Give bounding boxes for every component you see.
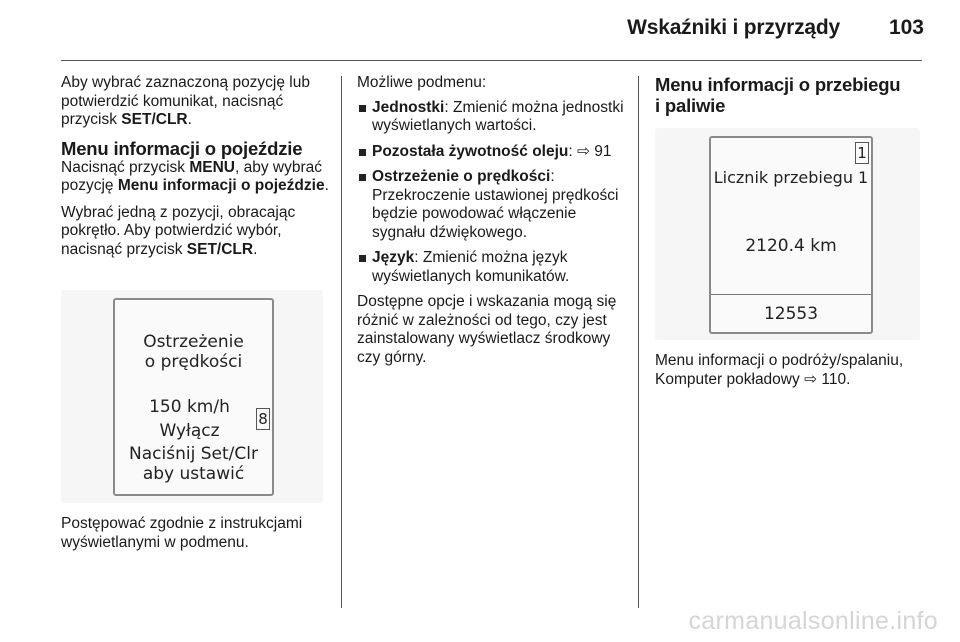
column-2 [357,74,633,375]
page-title: Wskaźniki i przyrządy [627,16,840,39]
figure-caption-3: Menu informacji o podróży/spalaniu, Komputer pokładowy ⇨ 110. [655,352,904,388]
screen-title: Ostrzeżenie o prędkości [143,332,244,372]
bullet-icon [359,255,366,262]
set-clr-button-label: SET/CLR [186,240,254,258]
screen-hint: Naciśnij Set/Clr aby ustawić [129,444,258,484]
speed-state: Wyłącz [159,421,220,441]
menu-item-label: Menu informacji o pojeździe [117,177,325,194]
intro-paragraph: Aby wybrać zaznaczoną pozycję lub potwierdzić komunikat, nacisnąć przycisk SET/CLR. [61,74,310,128]
speed-warning-figure [61,290,323,503]
page-indicator-badge: 8 [256,408,270,430]
column-divider-1 [341,76,342,608]
figure-caption-1: Postępować zgodnie z instrukcjami wyświetlanymi w podmenu. [61,515,303,551]
trip-distance: 2120.4 km [745,236,837,256]
trip-info-figure [655,128,920,340]
speed-warning-screen [113,298,274,496]
closing-paragraph: Dostępne opcje i wskazania mogą się różnić w zależności od tego, czy jest zainstalowany wyświetlacz środkowy czy górny. [357,293,617,366]
page-number: 103 [888,16,924,39]
page-indicator-badge: 1 [855,142,869,164]
column-1 [61,74,333,267]
menu-button-label: MENU [189,158,235,176]
screen-divider [711,294,871,295]
list-item: Jednostki: Zmienić można jednostki wyświetlanych wartości. [357,99,633,136]
list-item: Język: Zmienić można język wyświetlanych komunikatów. [357,249,633,286]
set-clr-button-label: SET/CLR [121,111,188,128]
menu-instruction: Nacisnąć przycisk MENU, aby wybrać pozycję Menu informacji o pojeździe. [61,158,329,194]
section-heading-trip-info: Menu informacji o przebiegu i paliwie [655,74,901,116]
list-item: Pozostała żywotność oleju: ⇨ 91 [357,143,633,162]
page-reference-icon: ⇨ [804,370,818,388]
watermark: carmanualsonline.info [688,607,938,635]
column-divider-2 [638,76,639,608]
list-item: Ostrzeżenie o prędkości: Przekroczenie ustawionej prędkości będzie powodować włączenie sygnału dźwiękowego. [357,168,633,242]
trip-info-screen [709,136,873,334]
page-reference-icon: ⇨ [577,142,590,160]
speed-value: 150 km/h [149,397,230,417]
trip-counter-title: Licznik przebiegu 1 [713,168,869,187]
select-instruction: Wybrać jedną z pozycji, obracając pokrętło. Aby potwierdzić wybór, nacisnąć przycisk SET/CLR. [61,203,296,258]
submenu-intro: Możliwe podmenu: [357,74,487,91]
bullet-icon [359,149,366,156]
column-3 [655,74,920,116]
bullet-icon [359,174,366,181]
bullet-icon [359,105,366,112]
section-heading-vehicle-info: Menu informacji o pojeździe [61,137,303,159]
odometer-value: 12553 [763,304,819,324]
header-rule [61,60,922,61]
